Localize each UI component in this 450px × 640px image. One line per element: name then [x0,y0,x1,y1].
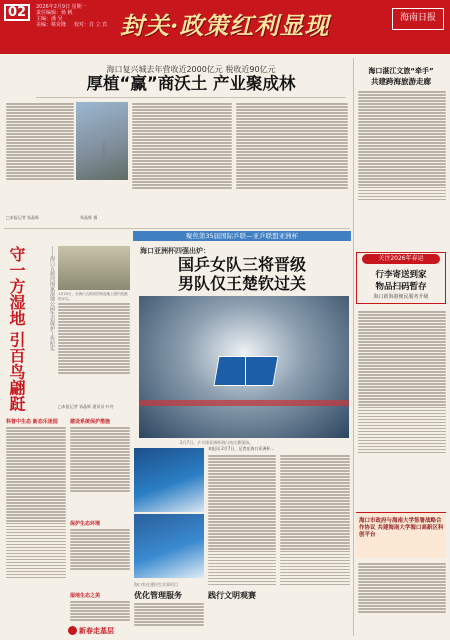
bottom-headline-2: 践行文明观赛 [208,591,256,600]
feature-band: 聚焦第35届国际乒联—亚乒联盟亚洲杯 [133,231,351,241]
lead-headline: 厚植“赢”商沃土 产业聚成林 [86,74,296,93]
lead-side-caption: 企业发展 [101,140,106,158]
wetland-credit: □本报记者 邹晶辉 通讯员 叶舟 [58,404,114,409]
table-net [245,356,246,386]
wetland-subhead-3: 保护生态环境 [70,521,101,527]
right-headline: 共建跨海旅游走廊 [371,77,431,86]
arena-caption: 2月7日，乒乓球亚洲杯海口站比赛现场。 [180,440,254,445]
right-subhead: 海口湛江文旅“牵手” [368,67,434,75]
feature-byline: 本报讯 2月7日，记者在海口亚洲杯... [208,446,275,451]
wetland-body [58,302,130,400]
wetland-title: 守一方湿地 引百鸟翩跹 [7,246,26,412]
section-banner: 封关·政策红利显现 [120,11,330,40]
meta-line: 校对：肖 立 宾 [74,22,108,28]
university-body [358,562,446,636]
divider [4,228,350,229]
page-number: 02 [4,4,30,21]
spring-headline-1: 行李寄送到家 [375,270,427,280]
wetland-photo [58,246,130,290]
wetland-subhead-4: 湿地生态之美 [70,593,101,599]
arena-ad-board [139,400,349,406]
university-headline: 海口市政府与海南大学签署战略合作协议 共建海南大学海口高新区科创平台 [359,518,444,538]
feature-headline-1: 国乒女队三将晋级 [177,255,306,274]
paper-logo: 海南日报 [392,8,444,30]
right-body [358,90,446,240]
lead-credit: □本报记者 邹晶辉 [6,215,40,220]
meta-line: 主编：潘 吴 [36,16,63,22]
spring-body [358,310,446,510]
bottom-body [134,602,204,634]
footer-badge: 新春走基层 [79,627,114,635]
bottom-headline-1: 优化管理服务 [134,591,182,600]
spring-tag: 关注2026年春运 [362,254,440,264]
lead-subhead: 海口复兴城去年营收近2000亿元 税收近90亿元 [106,65,276,74]
table-tennis-table [213,356,278,386]
meta-line: 美编：蔡奇隆 [36,22,67,28]
lead-body-col [132,102,232,222]
bottom-kicker: 海口有在建民生实事项目 [134,582,178,587]
lead-body-col [6,102,74,212]
feature-kicker: 海口亚洲杯四强出炉： [140,247,210,255]
wetland-body [70,528,130,588]
lead-photo-credit: 邹晶辉 摄 [80,215,98,220]
feature-body [280,454,350,634]
column-divider [353,58,354,636]
wetland-subhead-2: 建设系统保护措施 [70,419,111,425]
spring-headline-2: 物品扫码暂存 [375,282,427,292]
badge-icon [68,626,77,635]
player-photo-2 [134,514,204,578]
meta-line: 责任编辑：杨 帆 [36,10,73,16]
feature-body [208,454,276,634]
wetland-subhead-1: 科普中生态 新态乐迷园 [6,419,58,425]
lead-body-col [236,102,348,222]
divider [36,97,346,98]
wetland-photo-caption: 1月20日，在海口五源河国家湿地公园内拍摄的水鸟。 [58,292,128,301]
wetland-subtitle: ——海口五源河国家湿地公园生态保护工作纪实 [49,246,55,351]
feature-headline-2: 男队仅王楚钦过关 [177,274,306,293]
player-photo-1 [134,448,204,512]
meta-line: 2026年2月9日 星期一 [36,4,87,10]
wetland-body [6,426,66,634]
spring-subhead: 海口新海港便民服务升级 [373,294,429,300]
wetland-body [70,426,130,516]
